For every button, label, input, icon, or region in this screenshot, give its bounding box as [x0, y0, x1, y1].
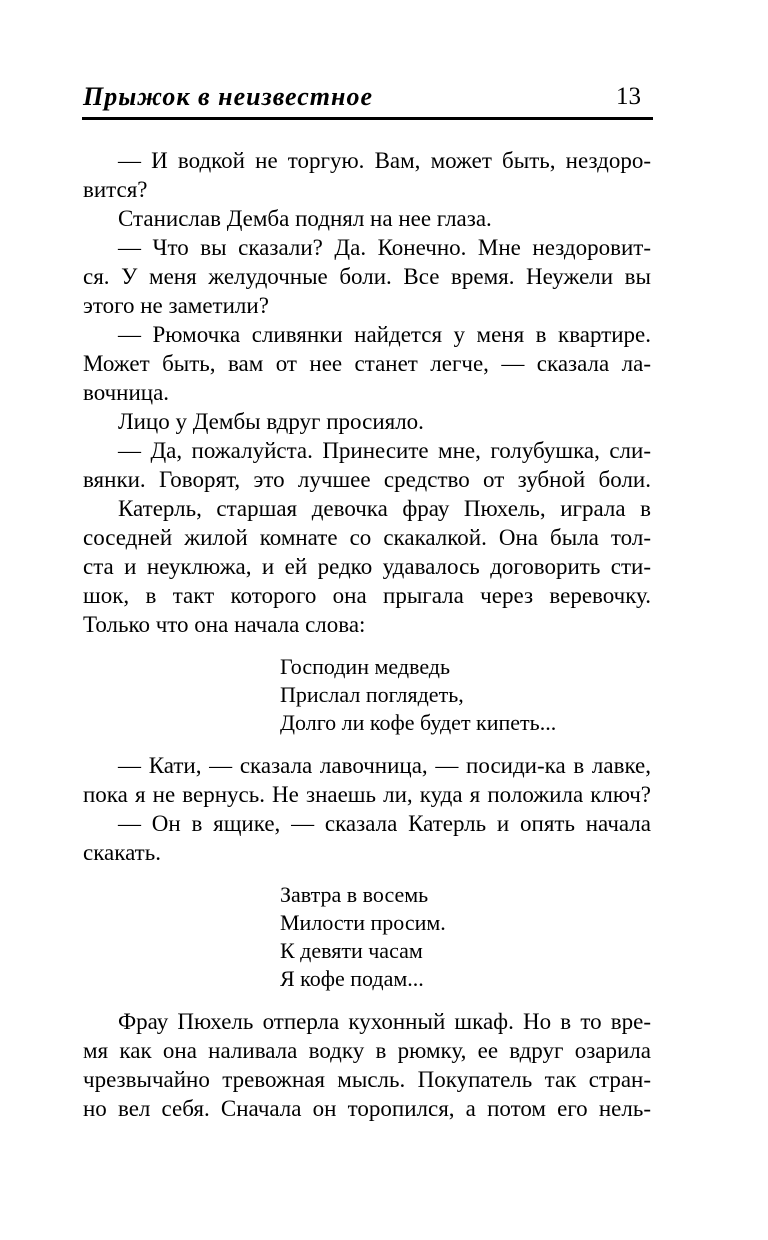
text-line: — Рюмочка сливянки найдется у меня в квартире.	[118, 322, 651, 347]
verse-line: К девяти часам	[280, 938, 423, 963]
text-line: шок, в такт которого она прыгала через веревочку.	[83, 583, 651, 608]
text-line: чрезвычайно тревожная мысль. Покупатель так стран-	[83, 1067, 651, 1092]
text-line: — Что вы сказали? Да. Конечно. Мне нездоровит-	[118, 235, 651, 260]
page-header	[83, 82, 651, 116]
verse-line: Я кофе подам...	[280, 966, 424, 991]
text-line: — Да, пожалуйста. Принесите мне, голубушка, сли-	[118, 438, 651, 463]
verse-line: Господин медведь	[280, 654, 451, 679]
text-line: вится?	[83, 177, 148, 202]
text-line: Лицо у Дембы вдруг просияло.	[118, 409, 424, 434]
text-line: Только что она начала слова:	[83, 612, 366, 637]
verse-line: Прислал поглядеть,	[280, 682, 464, 707]
text-line: мя как она наливала водку в рюмку, ее вдруг озарила	[83, 1038, 651, 1063]
running-title: Прыжок в неизвестное	[83, 82, 373, 111]
text-line: вочница.	[83, 380, 170, 405]
text-line: Фрау Пюхель отперла кухонный шкаф. Но в то вре-	[118, 1009, 651, 1034]
text-line: соседней жилой комнате со скакалкой. Она была тол-	[83, 525, 651, 550]
verse-line: Завтра в восемь	[280, 882, 429, 907]
verse-block	[83, 653, 651, 737]
text-line: — Кати, — сказала лавочница, — посиди-ка в лавке,	[118, 753, 651, 778]
text-line: Станислав Демба поднял на нее глаза.	[118, 206, 492, 231]
text-line: ся. У меня желудочные боли. Все время. Неужели вы	[83, 264, 651, 289]
text-line: Может быть, вам от нее станет легче, — сказала ла-	[83, 351, 651, 376]
text-line: ста и неуклюжа, и ей редко удавалось договорить сти-	[83, 554, 651, 579]
text-block	[83, 146, 651, 1123]
text-line: Катерль, старшая девочка фрау Пюхель, играла в	[118, 496, 651, 521]
text-line: скакать.	[83, 840, 161, 865]
text-line: но вел себя. Сначала он торопился, а потом его нель-	[83, 1096, 651, 1121]
text-line: пока я не вернусь. Не знаешь ли, куда я положила ключ?	[83, 782, 651, 807]
verse-line: Милости просим.	[280, 910, 446, 935]
text-line: — Он в ящике, — сказала Катерль и опять начала	[118, 811, 651, 836]
text-line: этого не заметили?	[83, 293, 269, 318]
page-number: 13	[616, 83, 641, 110]
verse-block	[83, 881, 651, 993]
header-rule	[82, 117, 653, 120]
text-line: вянки. Говорят, это лучшее средство от зубной боли.	[83, 467, 651, 492]
verse-line: Долго ли кофе будет кипеть...	[280, 710, 557, 735]
text-line: — И водкой не торгую. Вам, может быть, нездоро-	[118, 148, 651, 173]
